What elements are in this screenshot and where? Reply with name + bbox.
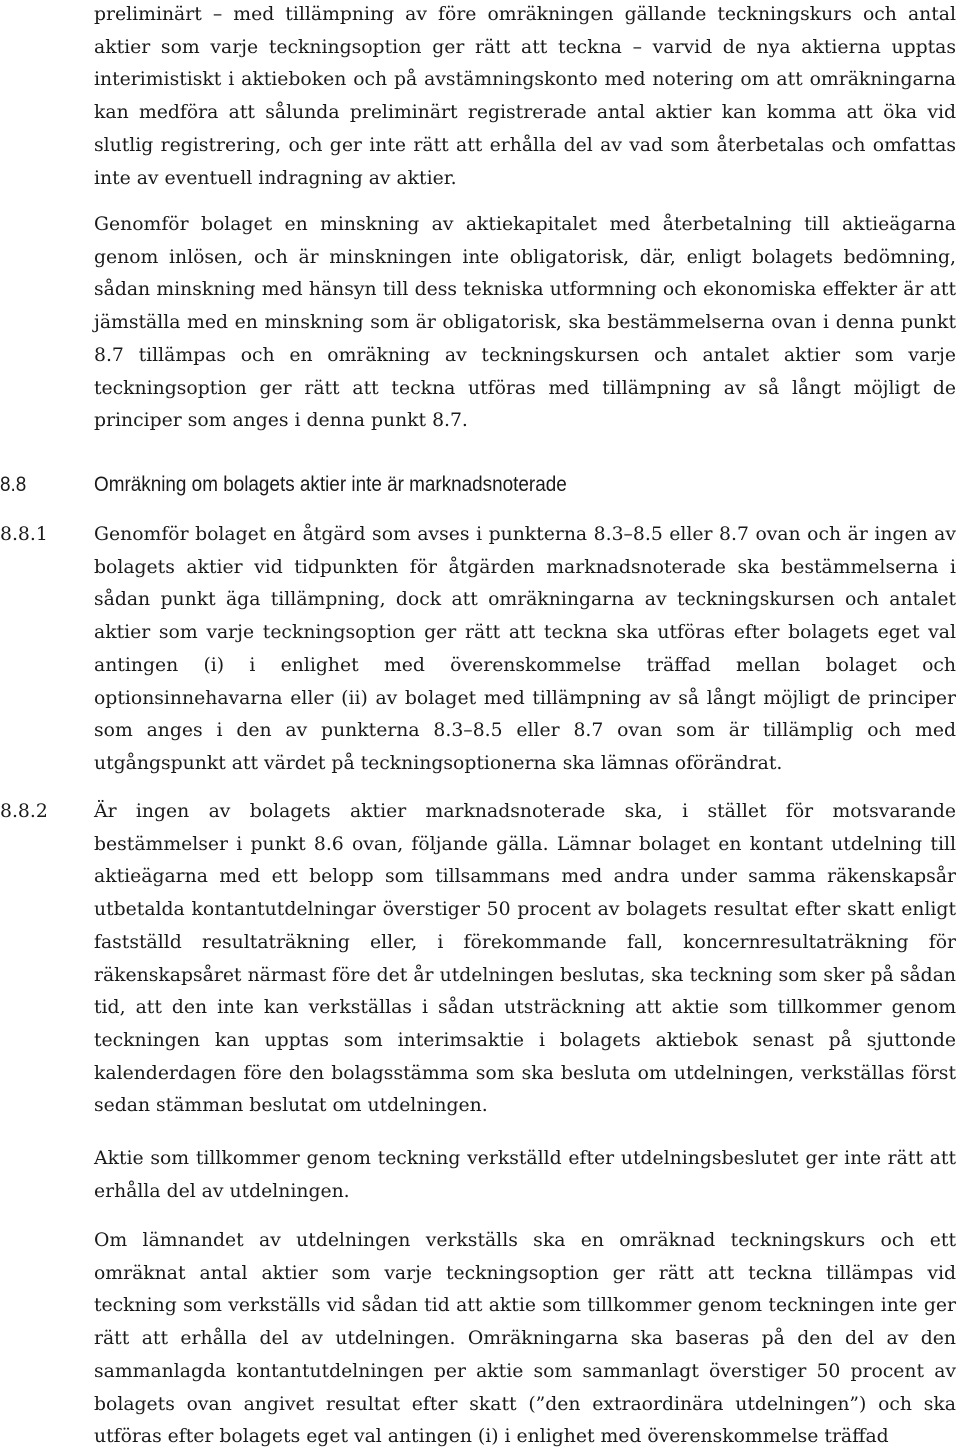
section-number-8-8-2: 8.8.2 (0, 801, 48, 822)
section-text-8-8-1: Genomför bolaget en åtgärd som avses i punkterna 8.3–8.5 eller 8.7 ovan och är ingen av bolagets aktier vid tidpunkten för åtgärden marknadsnoterade ska bestämmelserna i sådan punkt äga tillämpning, dock att omräkningarna av teckningskursen och antalet aktier som varje teckningsoption ger rätt att teckna ska utföras efter bolagets eget val antingen (i) i enlighet med överenskommelse träffad mellan bolaget och optionsinnehavarna eller (ii) av bolaget med tillämpning av så långt möjligt de principer som anges i den av punkterna 8.3–8.5 eller 8.7 ovan som är tillämplig och med utgångspunkt att värdet på teckningsoptionerna ska lämnas oförändrat. (94, 524, 956, 774)
section-heading-8-8: Omräkning om bolagets aktier inte är marknadsnoterade (94, 473, 567, 496)
section-text-8-8-2: Är ingen av bolagets aktier marknadsnoterade ska, i stället för motsvarande bestämmelser i punkt 8.6 ovan, följande gälla. Lämnar bolaget en kontant utdelning till aktieägarna med ett belopp som tillsammans med andra under samma räkenskapsår utbetalda kontantutdelningar överstiger 50 procent av bolagets resultat efter skatt enligt fastställd resultaträkning eller, i förekommande fall, koncernresultaträkning för räkenskapsåret närmast före det år utdelningen beslutas, ska teckning som sker på sådan tid, att den inte kan verkställas i sådan utsträckning att aktie som tillkommer genom teckningen kan upptas som interimsaktie i bolagets aktiebok senast på sjuttonde kalenderdagen före den bolagsstämma som ska besluta om utdelningen, verkställas först sedan stämman beslutat om utdelningen. (94, 801, 956, 1117)
paragraph-reduction-share-capital: Genomför bolaget en minskning av aktiekapitalet med återbetalning till aktieägarna genom inlösen, och är minskningen inte obligatorisk, där, enligt bolagets bedömning, sådan minskning med hänsyn till dess tekniska utformning och ekonomiska effekter är att jämställa med en minskning som är obligatorisk, ska bestämmelserna ovan i denna punkt 8.7 tillämpas och en omräkning av teckningskursen och antalet aktier som varje teckningsoption ger rätt att teckna utföras med tillämpning av så långt möjligt de principer som anges i denna punkt 8.7. (94, 214, 956, 432)
section-number-8-8: 8.8 (0, 473, 27, 496)
section-number-8-8-1: 8.8.1 (0, 524, 48, 545)
paragraph-share-no-dividend: Aktie som tillkommer genom teckning verkställd efter utdelningsbeslutet ger inte rätt att erhålla del av utdelningen. (94, 1148, 956, 1202)
paragraph-dividend-recalculation: Om lämnandet av utdelningen verkställs ska en omräknad teckningskurs och ett omräknat antal aktier som varje teckningsoption ger rätt att teckna tillämpas vid teckning som verkställs vid sådan tid att aktie som tillkommer genom teckningen inte ger rätt att erhålla del av utdelningen. Omräkningarna ska baseras på den del av den sammanlagda kontantutdelningen per aktie som sammanlagt överstiger 50 procent av bolagets ovan angivet resultat efter skatt (”den extraordinära utdelningen”) och ska utföras efter bolagets eget val antingen (i) i enlighet med överenskommelse träffad (94, 1230, 956, 1448)
paragraph-continuation: preliminärt – med tillämpning av före omräkningen gällande teckningskurs och antal aktier som varje teckningsoption ger rätt att teckna – varvid de nya aktierna upptas interimistiskt i aktieboken och på avstämningskonto med notering om att omräkningarna kan medföra att sålunda preliminärt registrerade antal aktier kan komma att öka vid slutlig registrering, och ger inte rätt att erhålla del av vad som återbetalas och omfattas inte av eventuell indragning av aktier. (94, 4, 956, 189)
